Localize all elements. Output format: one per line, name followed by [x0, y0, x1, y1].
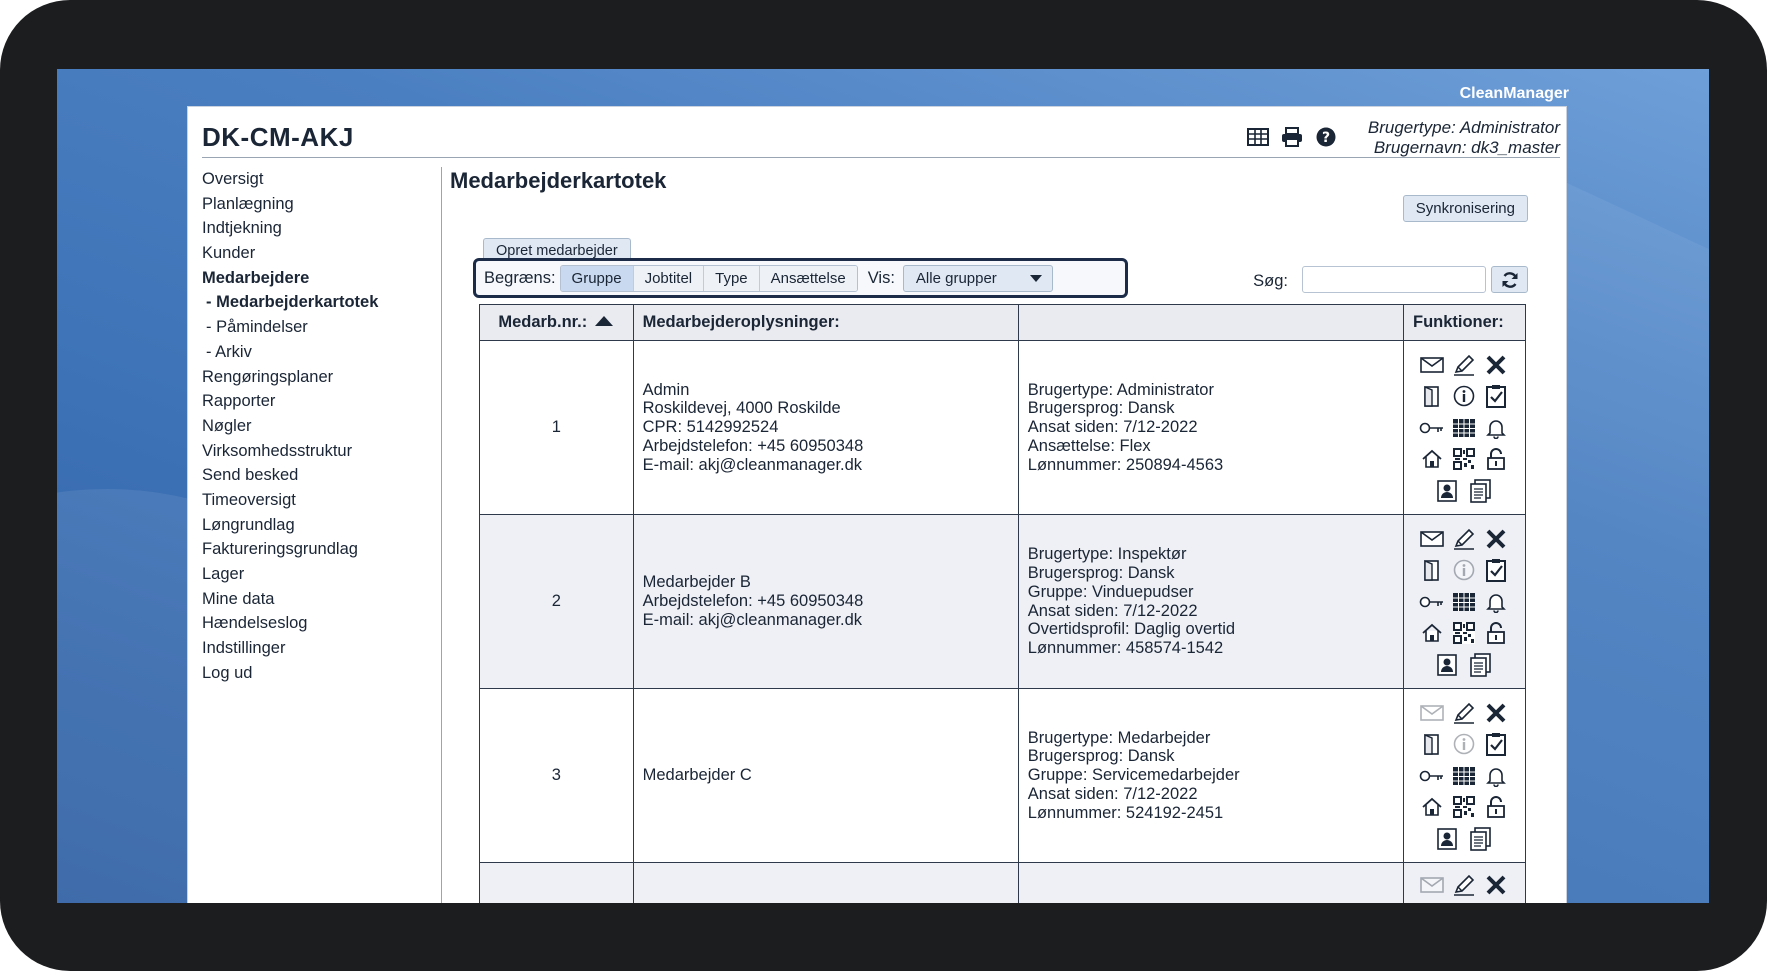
employee-detail-line: Gruppe: Vinduepudser [1027, 582, 1194, 601]
nav-item-faktureringsgrundlag[interactable]: Faktureringsgrundlag [202, 540, 358, 559]
nav-item-kunder[interactable]: Kunder [202, 244, 256, 263]
employee-info-line: CPR: 5142992524 [642, 418, 779, 437]
person-card-icon[interactable] [1434, 826, 1460, 852]
nav-item-medarbejdere[interactable]: Medarbejdere [202, 268, 310, 287]
sort-ascending-icon [595, 316, 613, 326]
info-icon[interactable] [1451, 557, 1477, 583]
column-header-info: Medarbejderoplysninger: [633, 305, 1018, 341]
table-row[interactable] [480, 689, 1526, 863]
column-header-functions: Funktioner: [1403, 305, 1525, 341]
nav-item-planlaegning[interactable]: Planlægning [202, 194, 294, 213]
qr-code-icon[interactable] [1451, 620, 1477, 646]
nav-item-indstillinger[interactable]: Indstillinger [202, 639, 286, 658]
delete-icon[interactable] [1483, 352, 1509, 378]
employee-detail-line: Brugersprog: Dansk [1027, 563, 1175, 582]
app-title: DK-CM-AKJ [202, 122, 354, 152]
refresh-icon [1501, 271, 1519, 289]
sync-button[interactable]: Synkronisering [1403, 195, 1528, 222]
calendar-icon[interactable] [1451, 763, 1477, 789]
clipboard-check-icon[interactable] [1483, 383, 1509, 409]
filter-segmented-control [560, 265, 858, 292]
house-icon[interactable] [1419, 446, 1445, 472]
qr-code-icon[interactable] [1451, 794, 1477, 820]
employee-detail-line: Brugertype: Medarbejder [1027, 728, 1211, 747]
function-icons-last-row [1434, 652, 1494, 678]
print-icon[interactable] [1280, 126, 1304, 148]
sidebar-nav [202, 167, 442, 903]
clipboard-check-icon[interactable] [1483, 731, 1509, 757]
filter-option-jobtitel[interactable]: Jobtitel [634, 266, 705, 291]
nav-item-mine-data[interactable]: Mine data [202, 589, 275, 608]
nav-item-virksomhedsstruktur[interactable]: Virksomhedsstruktur [202, 441, 353, 460]
calendar-icon[interactable] [1451, 415, 1477, 441]
employee-info-line: E-mail: akj@cleanmanager.dk [642, 610, 863, 629]
employee-info-line: Arbejdstelefon: +45 60950348 [642, 436, 864, 455]
qr-code-icon[interactable] [1451, 446, 1477, 472]
employee-info-line: E-mail: akj@cleanmanager.dk [642, 455, 863, 474]
nav-item-rengoeringsplaner[interactable]: Rengøringsplaner [202, 367, 334, 386]
delete-icon[interactable] [1483, 872, 1509, 898]
nav-item-send-besked[interactable]: Send besked [202, 466, 299, 485]
employee-details-cell [1018, 515, 1403, 689]
employee-details-cell [1018, 341, 1403, 515]
employee-detail-line: Lønnummer: 250894-4563 [1027, 455, 1224, 474]
search-label: Søg: [1253, 272, 1288, 290]
documents-icon[interactable] [1468, 826, 1494, 852]
employee-info-cell [633, 863, 1018, 904]
search-input[interactable] [1302, 266, 1486, 293]
user-type: Brugertype: Administrator [1367, 118, 1560, 137]
employee-details-cell [1018, 689, 1403, 863]
key-icon[interactable] [1419, 415, 1445, 441]
bell-icon[interactable] [1483, 415, 1509, 441]
clipboard-check-icon[interactable] [1483, 557, 1509, 583]
employee-table [479, 304, 1526, 903]
table-row[interactable] [480, 863, 1526, 904]
employee-number: 1 [480, 341, 634, 515]
info-icon[interactable] [1451, 383, 1477, 409]
header-toolbar [1246, 126, 1338, 148]
employee-info-cell [633, 515, 1018, 689]
edit-icon[interactable] [1451, 872, 1477, 898]
nav-item-log-ud[interactable]: Log ud [202, 663, 253, 682]
app-window [187, 106, 1567, 903]
house-icon[interactable] [1419, 620, 1445, 646]
filter-option-ansaettelse[interactable]: Ansættelse [760, 266, 857, 291]
employee-info-line: Arbejdstelefon: +45 60950348 [642, 592, 864, 611]
employee-detail-line: Ansat siden: 7/12-2022 [1027, 418, 1198, 437]
table-row[interactable] [480, 341, 1526, 515]
mail-icon[interactable] [1419, 872, 1445, 898]
chevron-down-icon [1030, 275, 1042, 282]
employee-number: 2 [480, 515, 634, 689]
employee-info-line: Medarbejder B [642, 573, 751, 592]
employee-detail-line: Gruppe: Servicemedarbejder [1027, 766, 1240, 785]
function-icons [1404, 523, 1525, 681]
filter-label: Begræns: [484, 268, 556, 287]
nav-item-loengrundlag[interactable]: Løngrundlag [202, 515, 295, 534]
user-name: Brugernavn: dk3_master [1373, 138, 1560, 157]
function-icons [1404, 697, 1525, 855]
employee-info-line: Roskildevej, 4000 Roskilde [642, 399, 841, 418]
employee-detail-line: Brugertype: Administrator [1027, 380, 1214, 399]
function-icons [1404, 869, 1525, 903]
edit-icon[interactable] [1451, 352, 1477, 378]
info-icon[interactable] [1451, 731, 1477, 757]
help-icon[interactable] [1314, 126, 1338, 148]
table-header-row [480, 305, 1526, 341]
house-icon[interactable] [1419, 794, 1445, 820]
employee-info-line: Admin [642, 380, 690, 399]
main-content [450, 158, 1560, 903]
filter-option-type[interactable]: Type [704, 266, 760, 291]
key-icon[interactable] [1419, 589, 1445, 615]
table-export-icon[interactable] [1246, 126, 1270, 148]
nav-item-oversigt[interactable]: Oversigt [202, 170, 264, 188]
employee-detail-line: Lønnummer: 524192-2451 [1027, 803, 1224, 822]
mail-icon[interactable] [1419, 352, 1445, 378]
brand-label: CleanManager [1459, 85, 1569, 102]
employee-number: 3 [480, 689, 634, 863]
nav-item-rapporter[interactable]: Rapporter [202, 392, 276, 411]
filter-option-gruppe[interactable]: Gruppe [561, 266, 634, 291]
edit-icon[interactable] [1451, 700, 1477, 726]
nav-item-paamindelser[interactable]: - Påmindelser [206, 318, 308, 337]
column-header-nr-label: Medarb.nr.: [498, 313, 588, 331]
svg-text:?: ? [1321, 130, 1331, 146]
filter-bar [473, 258, 1128, 298]
desktop-background [57, 69, 1709, 903]
person-card-icon[interactable] [1434, 478, 1460, 504]
vis-label: Vis: [867, 268, 895, 287]
column-header-nr[interactable] [480, 305, 634, 341]
create-employee-button[interactable]: Opret medarbejder [483, 238, 631, 262]
functions-cell [1403, 863, 1525, 904]
column-header-details [1018, 305, 1403, 341]
nav-item-haendelseslog[interactable]: Hændelseslog [202, 614, 308, 633]
key-icon[interactable] [1419, 763, 1445, 789]
employee-detail-line: Brugertype: Inspektør [1027, 545, 1187, 564]
page-title: Medarbejderkartotek [450, 168, 667, 193]
app-header [202, 107, 1560, 158]
employee-details-cell [1018, 863, 1403, 904]
lock-icon[interactable] [1483, 620, 1509, 646]
person-card-icon[interactable] [1434, 652, 1460, 678]
delete-icon[interactable] [1483, 700, 1509, 726]
lock-icon[interactable] [1483, 794, 1509, 820]
mail-icon[interactable] [1419, 526, 1445, 552]
nav-item-noegler[interactable]: Nøgler [202, 416, 252, 435]
employee-detail-line: Lønnummer: 458574-1542 [1027, 639, 1224, 658]
employee-detail-line: Ansættelse: Flex [1027, 436, 1151, 455]
employee-detail-line: Ansat siden: 7/12-2022 [1027, 784, 1198, 803]
group-select-value: Alle grupper [915, 269, 997, 287]
employee-detail-line: Ansat siden: 7/12-2022 [1027, 601, 1198, 620]
function-icons-last-row [1434, 826, 1494, 852]
user-info [1368, 118, 1560, 158]
calendar-icon[interactable] [1451, 589, 1477, 615]
lock-icon[interactable] [1483, 446, 1509, 472]
edit-icon[interactable] [1451, 526, 1477, 552]
nav-item-arkiv[interactable]: - Arkiv [206, 342, 252, 361]
function-icons [1404, 349, 1525, 507]
employee-info-cell [633, 689, 1018, 863]
functions-cell [1403, 515, 1525, 689]
door-icon[interactable] [1419, 731, 1445, 757]
nav-item-indtjekning[interactable]: Indtjekning [202, 219, 282, 238]
employee-number [480, 863, 634, 904]
functions-cell [1403, 689, 1525, 863]
door-icon[interactable] [1419, 557, 1445, 583]
bell-icon[interactable] [1483, 589, 1509, 615]
functions-cell [1403, 341, 1525, 515]
nav-item-lager[interactable]: Lager [202, 565, 245, 583]
mail-icon[interactable] [1419, 700, 1445, 726]
documents-icon[interactable] [1468, 478, 1494, 504]
delete-icon[interactable] [1483, 526, 1509, 552]
employee-detail-line: Brugersprog: Dansk [1027, 399, 1175, 418]
table-row[interactable] [480, 515, 1526, 689]
refresh-button[interactable] [1491, 266, 1528, 293]
employee-detail-line: Brugersprog: Dansk [1027, 747, 1175, 766]
employee-info-line: Medarbejder C [642, 766, 752, 785]
door-icon[interactable] [1419, 383, 1445, 409]
documents-icon[interactable] [1468, 652, 1494, 678]
employee-info-cell [633, 341, 1018, 515]
nav-item-timeoversigt[interactable]: Timeoversigt [202, 490, 296, 509]
bell-icon[interactable] [1483, 763, 1509, 789]
function-icons-last-row [1434, 478, 1494, 504]
nav-item-medarbejderkartotek[interactable]: - Medarbejderkartotek [206, 293, 379, 312]
group-select[interactable] [903, 265, 1053, 292]
employee-detail-line: Overtidsprofil: Daglig overtid [1027, 620, 1236, 639]
